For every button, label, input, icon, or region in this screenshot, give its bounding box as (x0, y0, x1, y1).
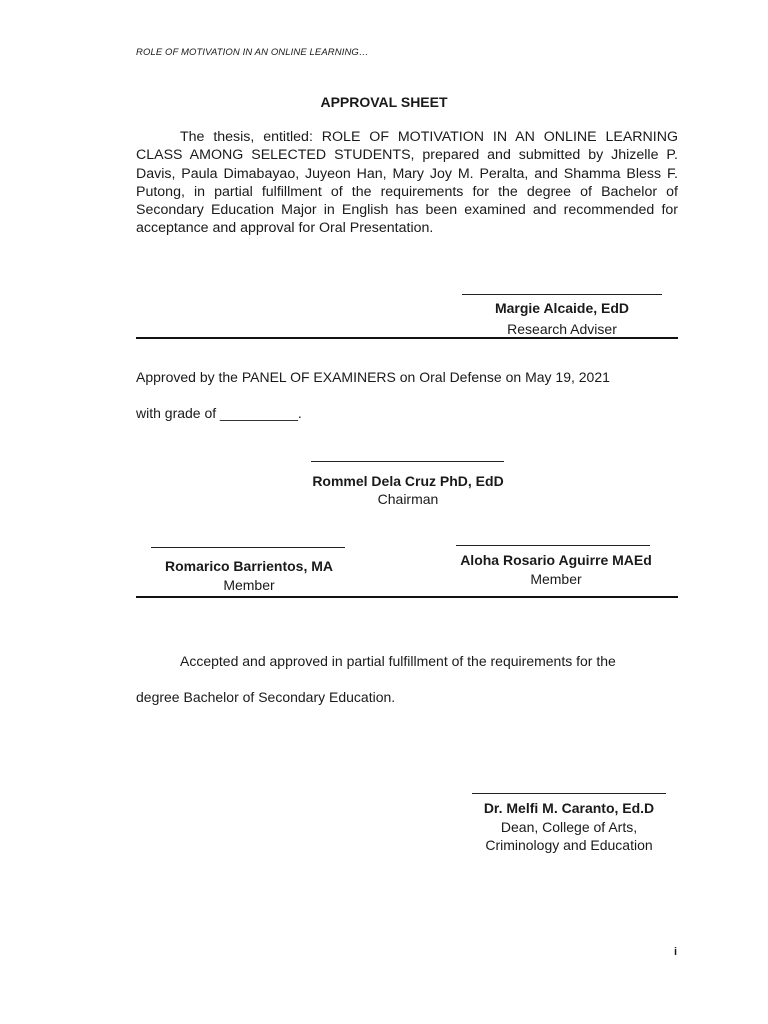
dean-name: Dr. Melfi M. Caranto, Ed.D (483, 800, 655, 816)
page-title: APPROVAL SHEET (320, 94, 448, 110)
chairman-name: Rommel Dela Cruz PhD, EdD (312, 473, 504, 489)
adviser-role: Research Adviser (507, 321, 617, 337)
panel-approval-text: Approved by the PANEL OF EXAMINERS on Oral Defense on May 19, 2021 (136, 369, 610, 385)
grade-line: with grade of __________. (136, 405, 302, 421)
chairman-signature-line (311, 461, 504, 462)
member-right-name: Aloha Rosario Aguirre MAEd (460, 552, 652, 568)
adviser-name: Margie Alcaide, EdD (494, 300, 630, 316)
section-divider (136, 337, 678, 339)
member-left-role: Member (223, 577, 275, 593)
running-header: ROLE OF MOTIVATION IN AN ONLINE LEARNING… (136, 47, 369, 58)
member-right-role: Member (530, 571, 582, 587)
intro-paragraph: The thesis, entitled: ROLE OF MOTIVATION IN AN ONLINE LEARNING CLASS AMONG SELECTED STUDENTS, prepared and submitted by Jhizelle P. Davis, Paula Dimabayao, Juyeon Han, Mary Joy M. Peralta, and Shamma Bless F. Putong, in partial fulfillment of the requirements for the degree of Bachelor of Secondary Education Major in English has been examined and recommended for acceptance and approval for Oral Presentation. (136, 129, 678, 237)
member-left-name: Romarico Barrientos, MA (164, 558, 334, 574)
section-divider (136, 596, 678, 598)
member-left-signature-line (151, 547, 345, 548)
acceptance-line-1: Accepted and approved in partial fulfillment of the requirements for the (180, 653, 616, 669)
chairman-role: Chairman (377, 491, 439, 507)
dean-signature-line (472, 793, 666, 794)
page-number: i (674, 946, 678, 958)
dean-role-line-2: Criminology and Education (485, 837, 653, 853)
dean-role-line-1: Dean, College of Arts, (500, 819, 638, 835)
adviser-signature-line (462, 294, 662, 295)
acceptance-line-2: degree Bachelor of Secondary Education. (136, 689, 396, 705)
member-right-signature-line (456, 545, 650, 546)
